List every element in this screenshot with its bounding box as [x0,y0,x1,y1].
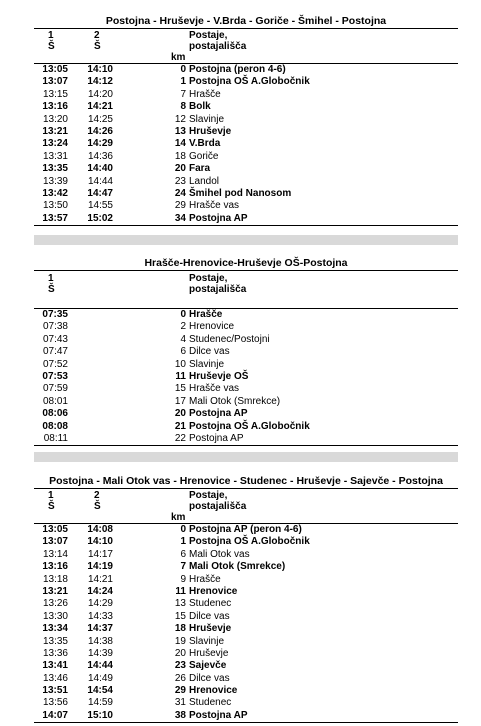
table-row [34,64,458,76]
departure-time-1: 13:16 [42,101,68,113]
departure-time-1: 13:34 [42,623,68,635]
table-row [34,371,458,383]
distance-km: 34 [174,212,186,224]
stop-name: Hrenovice [189,585,238,597]
departure-time-1: 13:15 [42,88,68,100]
departure-time-1: 13:14 [42,548,68,560]
stop-name: Mali Otok (Smrekce) [189,561,286,573]
table-body [34,64,458,226]
distance-km: 23 [174,660,186,672]
stop-name: Šmihel pod Nanosom [189,187,292,199]
distance-km: 7 [180,561,186,573]
table-row [34,334,458,346]
header-stops-line2: postajališča [189,41,247,52]
distance-km: 22 [174,432,186,444]
distance-km: 38 [174,709,186,721]
header-stops-line1: Postaje, [189,490,228,501]
departure-time-1: 07:53 [42,370,68,382]
stop-name: Hrašče vas [189,200,240,212]
stop-name: Dilce vas [189,610,230,622]
distance-km: 15 [174,383,186,395]
stop-name: Mali Otok vas [189,548,250,560]
stop-name: Hruševje OŠ [189,370,249,382]
stop-name: Postojna AP [189,212,248,224]
departure-time-2: 14:21 [87,573,113,585]
section-title: Postojna - Mali Otok vas - Hrenovice - Studenec - Hruševje - Sajevče - Postojna [34,474,458,489]
distance-km: 23 [174,175,186,187]
departure-time-2: 14:24 [87,585,113,597]
distance-km: 20 [174,408,186,420]
distance-km: 18 [174,150,186,162]
departure-time-1: 13:26 [42,598,68,610]
departure-time-2: 14:49 [87,672,113,684]
header-stops-line2: postajališča [189,284,247,295]
table-body [34,524,458,723]
departure-time-1: 13:35 [42,163,68,175]
table-row [34,598,458,610]
departure-time-1: 07:43 [42,333,68,345]
distance-km: 4 [180,333,186,345]
timetable-section-2 [34,256,458,446]
table-row [34,636,458,648]
distance-km: 0 [180,309,186,320]
table-header [34,271,458,309]
section-title: Postojna - Hruševje - V.Brda - Goriče - Šmihel - Postojna [34,14,458,29]
distance-km: 19 [174,635,186,647]
departure-time-1: 13:16 [42,561,68,573]
departure-time-2: 14:55 [87,200,113,212]
table-row [34,574,458,586]
departure-time-1: 13:30 [42,610,68,622]
departure-time-1: 13:57 [42,212,68,224]
table-row [34,685,458,697]
distance-km: 18 [174,623,186,635]
departure-time-1: 13:07 [42,76,68,88]
departure-time-2: 15:10 [87,709,113,721]
stop-name: Postojna OŠ A.Globočnik [189,536,310,548]
departure-time-1: 13:39 [42,175,68,187]
distance-km: 12 [174,113,186,125]
table-row [34,151,458,163]
distance-km: 11 [175,585,186,597]
stop-name: Hrašče [189,88,221,100]
table-row [34,710,458,723]
departure-time-2: 14:44 [87,660,113,672]
distance-km: 7 [180,88,186,100]
distance-km: 11 [175,370,186,382]
distance-km: 0 [180,64,186,75]
stop-name: Goriče [189,150,219,162]
table-row [34,536,458,548]
table-row [34,623,458,635]
distance-km: 8 [180,101,186,113]
stop-name: Fara [189,163,211,175]
distance-km: 2 [180,321,186,333]
departure-time-2: 14:19 [87,561,113,573]
table-body [34,309,458,446]
stop-name: Postojna OŠ A.Globočnik [189,420,310,432]
stop-name: Hruševje [189,623,232,635]
distance-km: 24 [174,187,186,199]
table-row [34,321,458,333]
stop-name: Studenec [189,598,232,610]
departure-time-2: 14:40 [87,163,113,175]
table-row [34,176,458,188]
table-row [34,697,458,709]
distance-km: 17 [174,395,186,407]
table-row [34,188,458,200]
header-km: km [171,52,186,63]
table-row [34,611,458,623]
departure-time-1: 13:24 [42,138,68,150]
stop-name: Postojna AP (peron 4-6) [189,524,302,535]
table-row [34,346,458,358]
stop-name: Bolk [189,101,211,113]
departure-time-2: 14:54 [87,685,113,697]
departure-time-1: 07:47 [42,346,68,358]
departure-time-1: 13:50 [42,200,68,212]
table-header [34,489,458,524]
stop-name: Hrenovice [189,321,235,333]
departure-time-2: 14:25 [87,113,113,125]
table-row [34,524,458,536]
departure-time-1: 13:07 [42,536,68,548]
distance-km: 6 [180,548,186,560]
stop-name: Postojna AP [189,432,244,444]
departure-time-2: 14:33 [87,610,113,622]
departure-time-2: 14:59 [87,697,113,709]
header-day-2: Š [94,501,101,512]
departure-time-1: 13:51 [42,685,68,697]
table-row [34,213,458,226]
departure-time-2: 14:26 [87,125,113,137]
departure-time-2: 14:36 [87,150,113,162]
timetable-section-3 [34,474,458,723]
departure-time-1: 13:35 [42,635,68,647]
table-row [34,421,458,433]
stop-name: Hrašče [189,573,221,585]
stop-name: Studenec/Postojni [189,333,270,345]
distance-km: 10 [174,358,186,370]
header-stops-line1: Postaje, [189,273,228,284]
departure-time-2: 14:10 [87,536,113,548]
distance-km: 20 [174,647,186,659]
table-row [34,359,458,371]
table-row [34,549,458,561]
stop-name: V.Brda [189,138,221,150]
departure-time-2: 14:12 [87,76,113,88]
departure-time-1: 14:07 [42,709,68,721]
departure-time-1: 13:56 [42,697,68,709]
distance-km: 1 [180,76,186,88]
header-col-1: 1 [48,273,54,284]
distance-km: 13 [174,598,186,610]
distance-km: 21 [174,420,186,432]
stop-name: Slavinje [189,113,225,125]
departure-time-1: 13:42 [42,187,68,199]
section-title: Hrašče-Hrenovice-Hruševje OŠ-Postojna [34,256,458,271]
table-row [34,586,458,598]
stop-name: Slavinje [189,358,225,370]
table-row [34,200,458,212]
table-row [34,660,458,672]
departure-time-2: 14:17 [87,548,113,560]
departure-time-1: 08:11 [43,432,68,444]
departure-time-2: 14:08 [87,524,113,535]
departure-time-2: 14:20 [87,88,113,100]
table-row [34,76,458,88]
departure-time-1: 07:35 [42,309,68,320]
header-day-2: Š [94,41,101,52]
table-row [34,561,458,573]
departure-time-2: 14:38 [87,635,113,647]
departure-time-1: 13:36 [42,647,68,659]
departure-time-1: 07:59 [42,383,68,395]
table-row [34,433,458,446]
distance-km: 26 [174,672,186,684]
table-header [34,29,458,64]
departure-time-1: 13:21 [42,585,68,597]
distance-km: 29 [174,685,186,697]
stop-name: Hrašče [189,309,223,320]
section-separator [34,452,458,462]
departure-time-1: 13:05 [42,524,68,535]
departure-time-2: 14:39 [87,647,113,659]
header-col-2: 2 [94,490,100,501]
header-col-1: 1 [48,30,54,41]
stop-name: Postojna (peron 4-6) [189,64,286,75]
table-row [34,309,458,321]
departure-time-2: 14:37 [87,623,113,635]
stop-name: Sajevče [189,660,227,672]
stop-name: Hruševje [189,125,232,137]
stop-name: Dilce vas [189,346,230,358]
table-row [34,138,458,150]
header-day-1: Š [48,41,55,52]
table-row [34,648,458,660]
departure-time-1: 08:06 [42,408,68,420]
stop-name: Mali Otok (Smrekce) [189,395,281,407]
departure-time-1: 13:41 [42,660,68,672]
header-col-2: 2 [94,30,100,41]
header-stops-line2: postajališča [189,501,247,512]
header-col-1: 1 [48,490,54,501]
header-km: km [171,512,186,523]
table-row [34,396,458,408]
distance-km: 31 [174,697,186,709]
table-row [34,163,458,175]
table-row [34,89,458,101]
table-row [34,126,458,138]
departure-time-1: 13:05 [42,64,68,75]
timetable-section-1 [34,14,458,226]
distance-km: 9 [180,573,186,585]
departure-time-2: 14:44 [87,175,113,187]
header-day-1: Š [48,284,55,295]
departure-time-1: 13:31 [42,150,68,162]
departure-time-2: 14:29 [87,598,113,610]
departure-time-1: 08:08 [42,420,68,432]
departure-time-1: 07:38 [42,321,68,333]
distance-km: 14 [174,138,186,150]
departure-time-2: 14:29 [87,138,113,150]
stop-name: Postojna AP [189,408,248,420]
departure-time-2: 15:02 [87,212,113,224]
departure-time-2: 14:21 [87,101,113,113]
stop-name: Postojna AP [189,709,248,721]
table-row [34,383,458,395]
departure-time-1: 13:18 [42,573,68,585]
departure-time-1: 13:21 [42,125,68,137]
section-separator [34,235,458,245]
stop-name: Studenec [189,697,232,709]
stop-name: Postojna OŠ A.Globočnik [189,76,310,88]
departure-time-1: 07:52 [42,358,68,370]
departure-time-1: 08:01 [42,395,68,407]
distance-km: 1 [180,536,186,548]
departure-time-2: 14:47 [87,187,113,199]
distance-km: 6 [180,346,186,358]
departure-time-2: 14:10 [87,64,113,75]
distance-km: 20 [174,163,186,175]
stop-name: Dilce vas [189,672,230,684]
distance-km: 29 [174,200,186,212]
departure-time-1: 13:20 [42,113,68,125]
table-row [34,114,458,126]
stop-name: Hrašče vas [189,383,240,395]
distance-km: 13 [174,125,186,137]
stop-name: Hrenovice [189,685,238,697]
distance-km: 0 [180,524,186,535]
stop-name: Landol [189,175,220,187]
header-stops-line1: Postaje, [189,30,228,41]
table-row [34,673,458,685]
header-day-1: Š [48,501,55,512]
distance-km: 15 [174,610,186,622]
table-row [34,408,458,420]
table-row [34,101,458,113]
departure-time-1: 13:46 [42,672,68,684]
stop-name: Hruševje [189,647,229,659]
stop-name: Slavinje [189,635,225,647]
